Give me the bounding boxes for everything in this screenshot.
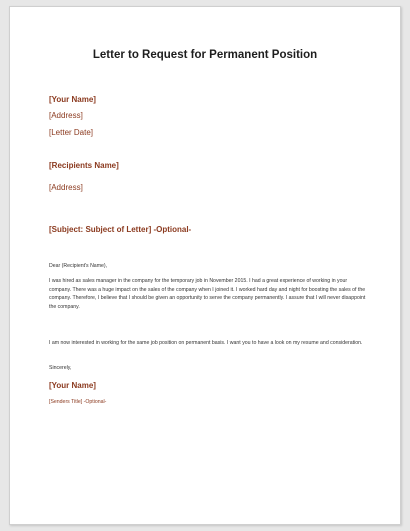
- signature-name: [Your Name]: [49, 381, 96, 390]
- recipient-name: [Recipients Name]: [49, 161, 119, 170]
- salutation: Dear (Recipient's Name),: [49, 263, 108, 269]
- recipient-address: [Address]: [49, 183, 83, 192]
- sender-address: [Address]: [49, 111, 83, 120]
- body-paragraph-2: I am now interested in working for the same job position on permanent basis. I want you to have a look on my resume and consideration.: [49, 340, 363, 346]
- subject-line: [Subject: Subject of Letter] -Optional-: [49, 225, 192, 234]
- letter-page: [9, 6, 401, 525]
- signature-title: [Senders Title] -Optional-: [49, 399, 107, 405]
- closing: Sincerely,: [49, 365, 72, 371]
- letter-date: [Letter Date]: [49, 128, 94, 137]
- document-title: Letter to Request for Permanent Position: [92, 49, 318, 61]
- sender-name: [Your Name]: [49, 95, 96, 104]
- body-paragraph-1: I was hired as sales manager in the company for the temporary job in November 2015. I had a great experience of working in your company. There was a huge impact on the sales of the company when I joined it. I worked hard day and night for boosting the sales of the company. Therefore, I believe that I should be given an opportunity to serve the company permanently. I assure that I will never disappoint the company.: [49, 278, 366, 310]
